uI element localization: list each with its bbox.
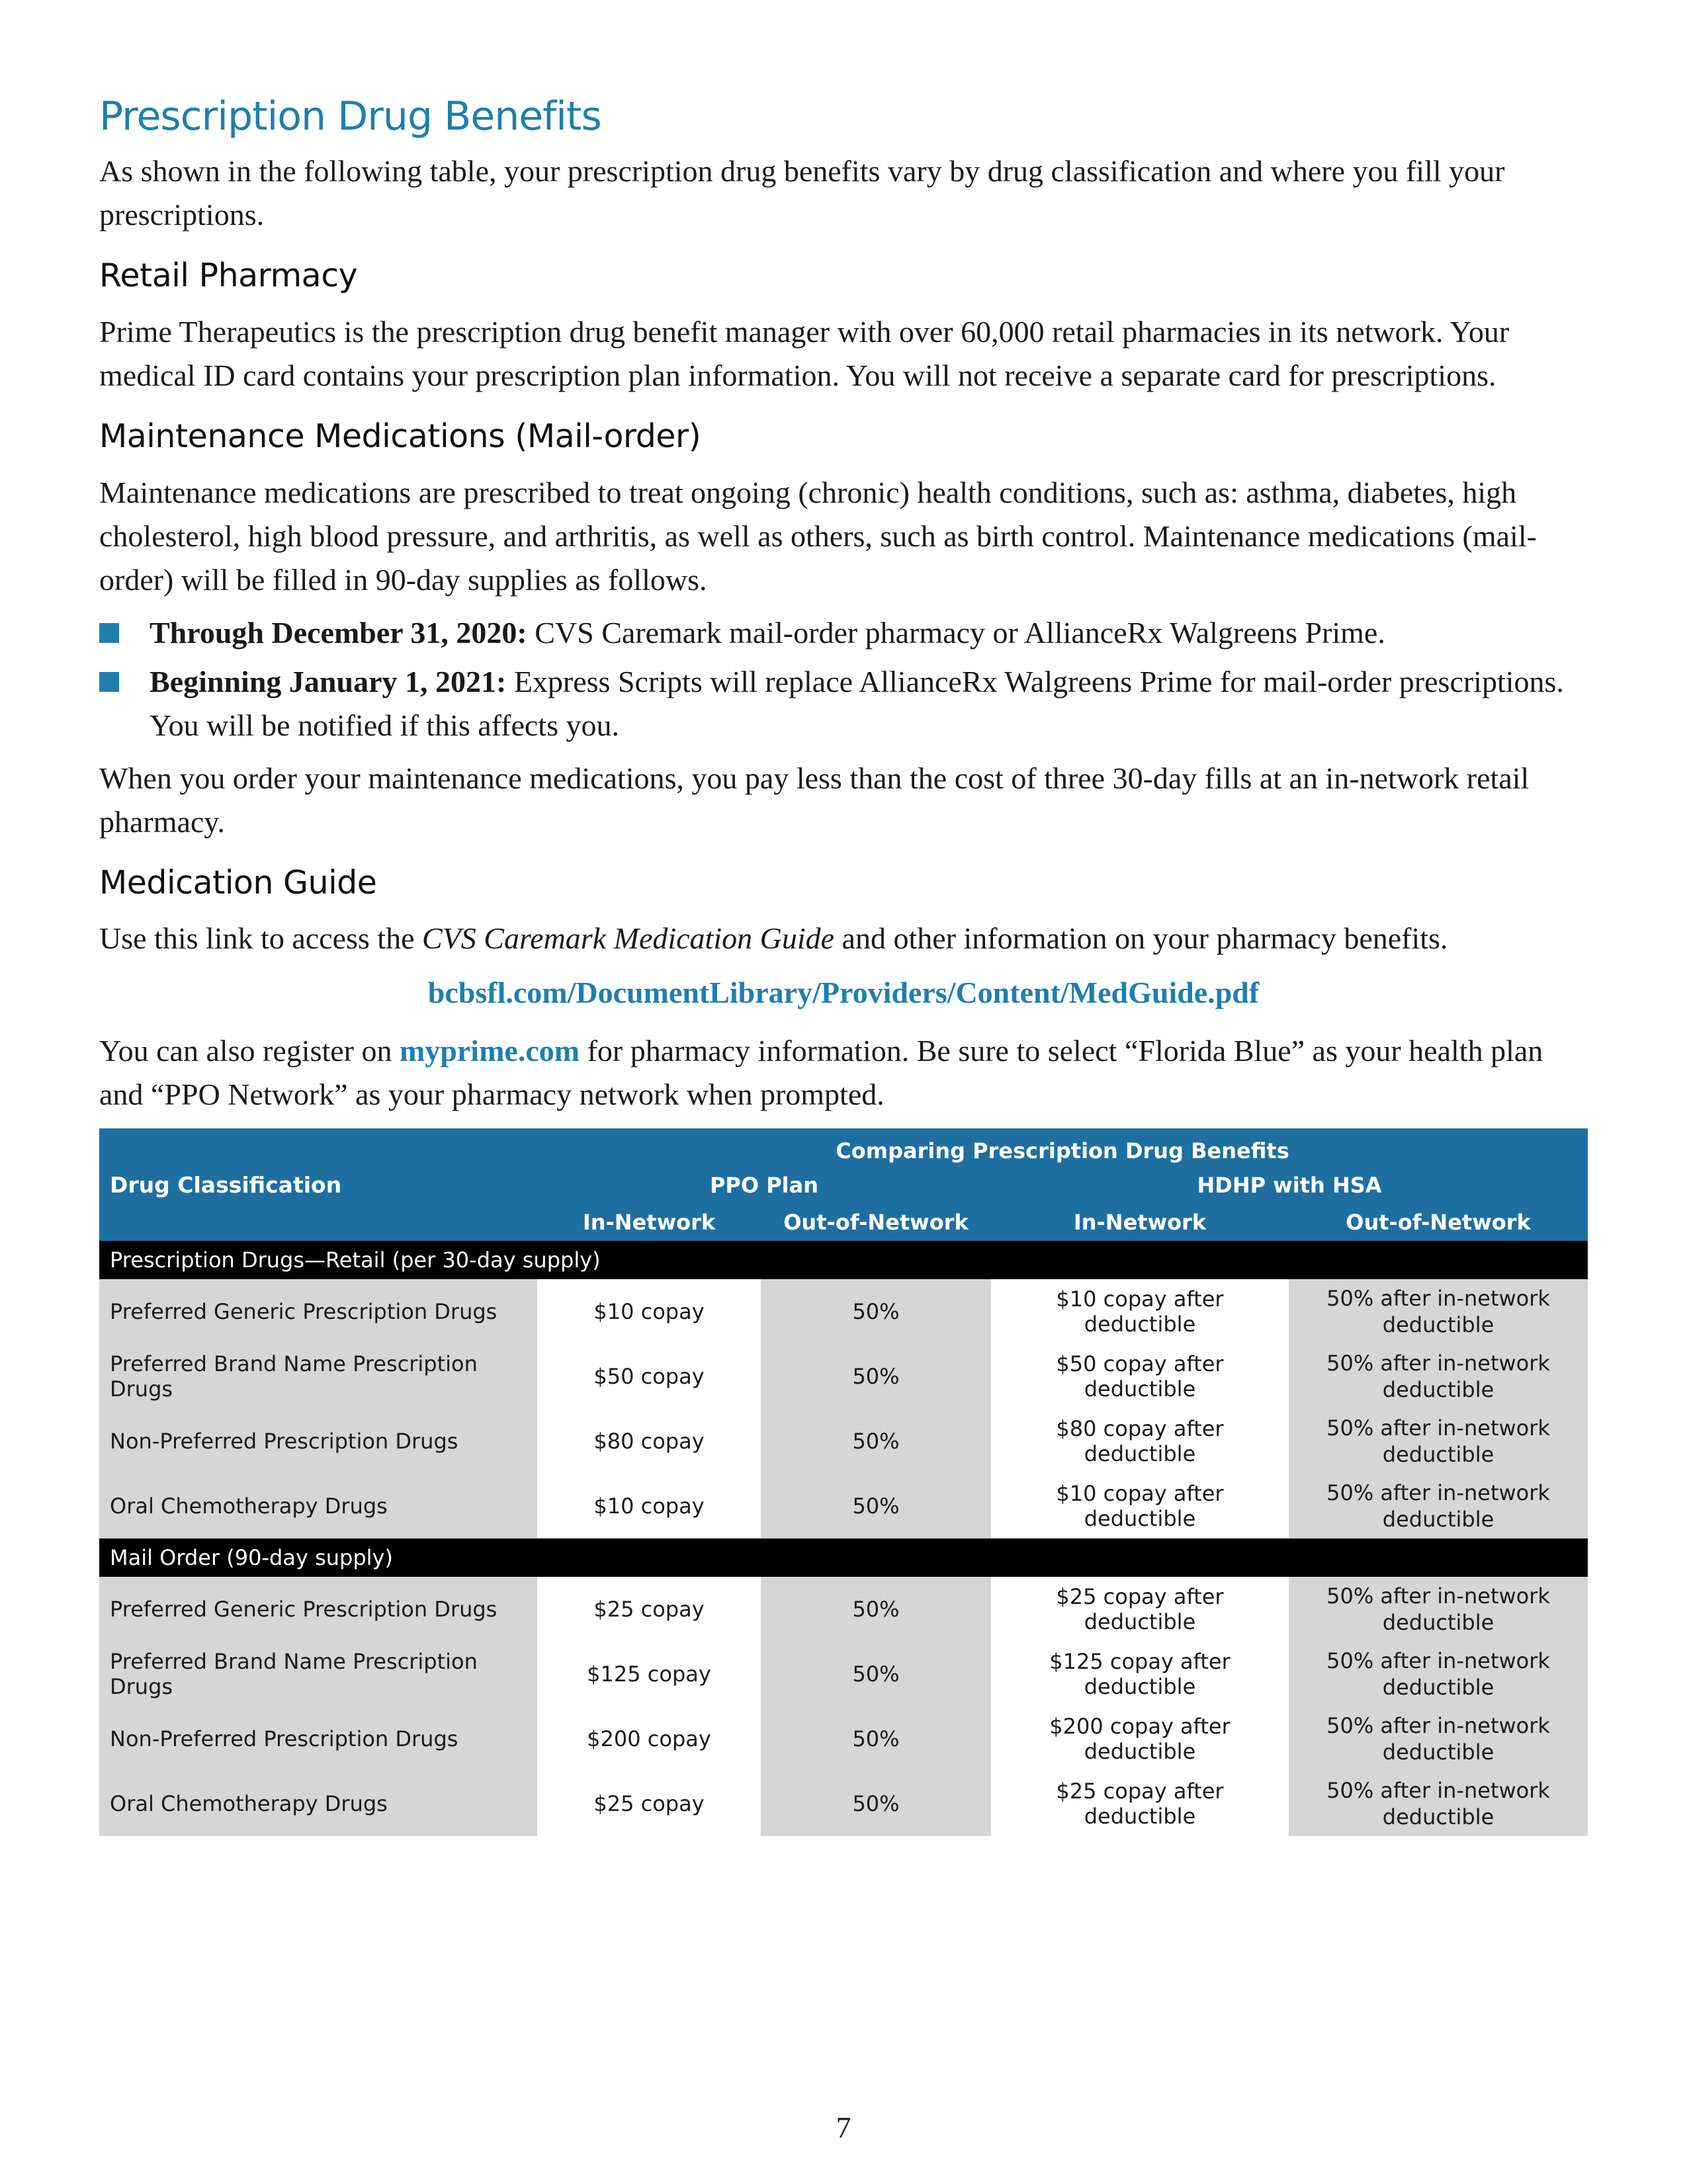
hdhp-in-network-cell: $200 copay after deductible [991, 1706, 1289, 1771]
ppo-out-network-cell: 50% [761, 1577, 991, 1642]
table-row [99, 1409, 1588, 1474]
hdhp-in-network-cell: $10 copay after deductible [991, 1474, 1289, 1538]
ppo-in-network-cell: $200 copay [537, 1706, 761, 1771]
ppo-in-network-cell: $10 copay [537, 1279, 761, 1344]
table-row [99, 1706, 1588, 1771]
list-item [99, 660, 1588, 747]
drug-name-cell: Preferred Brand Name Prescription Drugs [99, 1642, 537, 1706]
ppo-in-network-cell: $50 copay [537, 1344, 761, 1409]
page-number: 7 [836, 2111, 851, 2144]
retail-paragraph: Prime Therapeutics is the prescription drug benefit manager with over 60,000 retail pharmacies in its network. Your medical ID card contains your prescription plan information. You will not receive a separate card for prescriptions. [99, 314, 1510, 392]
table-row [99, 1642, 1588, 1706]
guide-paragraph [99, 917, 1588, 960]
maintenance-paragraph: Maintenance medications are prescribed to treat ongoing (chronic) health conditions, such as: asthma, diabetes, high cholesterol, high blood pressure, and arthritis, as well as others, such as birth control. Maintenance medications (mail-order) will be filled in 90-day supplies as follows. [99, 475, 1537, 597]
table-body [99, 1241, 1588, 1836]
guide-heading: Medication Guide [99, 863, 377, 902]
bullet-bold-text: Beginning January 1, 2021: [150, 664, 507, 698]
ppo-in-network-header: In-Network [537, 1204, 761, 1241]
page-title: Prescription Drug Benefits [99, 93, 601, 140]
hdhp-out-network-cell: 50% after in-network deductible [1289, 1577, 1588, 1642]
guide-text-post: and other information on your pharmacy benefits. [834, 921, 1448, 956]
bullet-square-icon [99, 623, 119, 643]
ppo-out-network-cell: 50% [761, 1771, 991, 1836]
bullet-bold-text: Through December 31, 2020: [150, 615, 527, 650]
hdhp-in-network-cell: $80 copay after deductible [991, 1409, 1289, 1474]
table-row [99, 1474, 1588, 1538]
hdhp-out-network-cell: 50% after in-network deductible [1289, 1474, 1588, 1538]
hdhp-in-network-cell: $50 copay after deductible [991, 1344, 1289, 1409]
hdhp-out-network-cell: 50% after in-network deductible [1289, 1409, 1588, 1474]
hdhp-in-network-cell: $125 copay after deductible [991, 1642, 1289, 1706]
ppo-out-network-cell: 50% [761, 1409, 991, 1474]
table-row [99, 1344, 1588, 1409]
ppo-out-network-cell: 50% [761, 1279, 991, 1344]
list-item [99, 611, 1588, 655]
hdhp-out-network-cell: 50% after in-network deductible [1289, 1642, 1588, 1706]
table-title: Comparing Prescription Drug Benefits [537, 1128, 1588, 1167]
page-content [99, 93, 1588, 1836]
maintenance-after-paragraph: When you order your maintenance medications, you pay less than the cost of three 30-day fills at an in-network retail pharmacy. [99, 761, 1530, 839]
bullet-text: Express Scripts will replace AllianceRx Walgreens Prime for mail-order prescriptions. You will be notified if this affects you. [150, 664, 1564, 742]
drug-name-cell: Non-Preferred Prescription Drugs [99, 1706, 537, 1771]
section-label: Mail Order (90-day supply) [99, 1538, 1588, 1577]
hdhp-out-network-cell: 50% after in-network deductible [1289, 1771, 1588, 1836]
med-guide-link[interactable]: bcbsfl.com/DocumentLibrary/Providers/Content/MedGuide.pdf [427, 976, 1260, 1010]
ppo-out-network-header: Out-of-Network [761, 1204, 991, 1241]
register-paragraph [99, 1029, 1588, 1116]
register-text-post: for pharmacy information. Be sure to select “Florida Blue” as your health plan and “PPO Network” as your pharmacy network when prompted. [99, 1034, 1543, 1112]
hdhp-out-network-cell: 50% after in-network deductible [1289, 1344, 1588, 1409]
hdhp-out-network-header: Out-of-Network [1289, 1204, 1588, 1241]
register-text-pre: You can also register on [99, 1034, 400, 1068]
bullet-square-icon [99, 672, 119, 692]
hdhp-in-network-cell: $25 copay after deductible [991, 1577, 1289, 1642]
ppo-out-network-cell: 50% [761, 1474, 991, 1538]
section-label: Prescription Drugs—Retail (per 30-day supply) [99, 1241, 1588, 1279]
table-row [99, 1771, 1588, 1836]
drug-name-cell: Non-Preferred Prescription Drugs [99, 1409, 537, 1474]
drug-name-cell: Oral Chemotherapy Drugs [99, 1474, 537, 1538]
ppo-in-network-cell: $25 copay [537, 1771, 761, 1836]
drug-name-cell: Preferred Brand Name Prescription Drugs [99, 1344, 537, 1409]
mail-order-bullets [99, 611, 1588, 747]
hdhp-in-network-cell: $25 copay after deductible [991, 1771, 1289, 1836]
ppo-out-network-cell: 50% [761, 1706, 991, 1771]
benefits-table [99, 1128, 1588, 1836]
section-header-row [99, 1538, 1588, 1577]
table-row [99, 1279, 1588, 1344]
hdhp-out-network-cell: 50% after in-network deductible [1289, 1706, 1588, 1771]
drug-classification-header: Drug Classification [99, 1128, 537, 1241]
hdhp-out-network-cell: 50% after in-network deductible [1289, 1279, 1588, 1344]
ppo-plan-header: PPO Plan [537, 1167, 991, 1204]
ppo-in-network-cell: $80 copay [537, 1409, 761, 1474]
drug-name-cell: Preferred Generic Prescription Drugs [99, 1577, 537, 1642]
guide-text-pre: Use this link to access the [99, 921, 423, 956]
ppo-out-network-cell: 50% [761, 1344, 991, 1409]
maintenance-heading: Maintenance Medications (Mail-order) [99, 417, 701, 455]
hdhp-in-network-cell: $10 copay after deductible [991, 1279, 1289, 1344]
retail-heading: Retail Pharmacy [99, 257, 358, 294]
ppo-in-network-cell: $25 copay [537, 1577, 761, 1642]
intro-paragraph: As shown in the following table, your prescription drug benefits vary by drug classification and where you fill your prescriptions. [99, 154, 1505, 231]
drug-name-cell: Preferred Generic Prescription Drugs [99, 1279, 537, 1344]
drug-name-cell: Oral Chemotherapy Drugs [99, 1771, 537, 1836]
myprime-link[interactable]: myprime.com [399, 1034, 580, 1068]
section-header-row [99, 1241, 1588, 1279]
ppo-out-network-cell: 50% [761, 1642, 991, 1706]
ppo-in-network-cell: $10 copay [537, 1474, 761, 1538]
hdhp-in-network-header: In-Network [991, 1204, 1289, 1241]
bullet-text: CVS Caremark mail-order pharmacy or AllianceRx Walgreens Prime. [527, 615, 1385, 650]
hdhp-plan-header: HDHP with HSA [991, 1167, 1588, 1204]
table-row [99, 1577, 1588, 1642]
guide-title-italic: CVS Caremark Medication Guide [422, 921, 835, 956]
ppo-in-network-cell: $125 copay [537, 1642, 761, 1706]
